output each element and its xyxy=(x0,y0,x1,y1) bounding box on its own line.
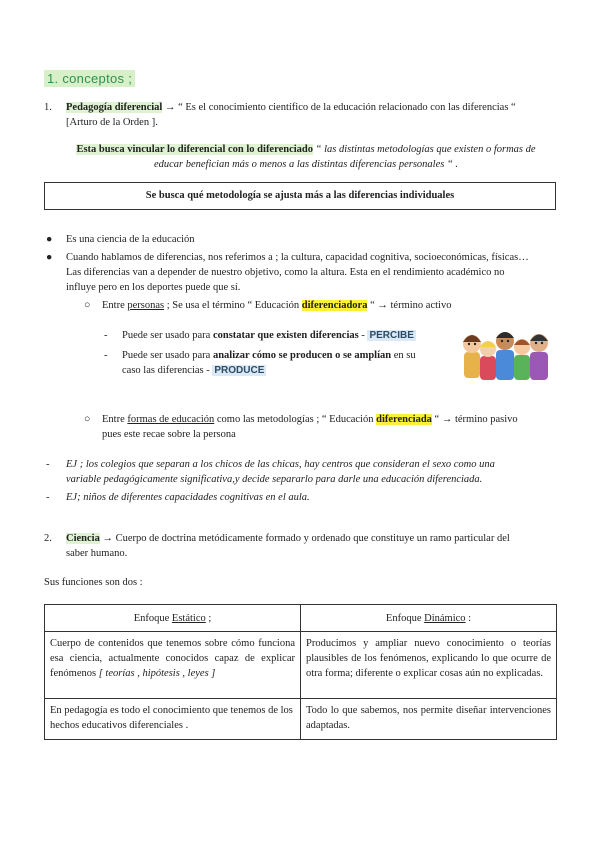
bullet-2-line1: Cuando hablamos de diferencias, nos referimos a ; la cultura, capacidad cognitiva, socioeconómicas, físicas… xyxy=(66,252,529,263)
dash2-bold: analizar cómo se producen o se amplían xyxy=(212,350,392,361)
busca-rest: “ las distintas metodologías que existen o formas de xyxy=(313,144,536,155)
bullet-2 xyxy=(66,250,560,295)
example-1-line1: EJ ; los colegios que separan a los chicos de las chicas, hay centros que consideran el sexo como una xyxy=(66,459,495,470)
summary-box: Se busca qué metodología se ajusta más a las diferencias individuales xyxy=(44,182,556,210)
item1-author: [Arturo de la Orden ]. xyxy=(66,117,158,128)
busca-paragraph xyxy=(56,142,556,172)
h2-post: : xyxy=(465,612,472,624)
dash-1: - xyxy=(104,330,108,341)
header-dinamico xyxy=(301,605,557,632)
h1-underlined: Estático xyxy=(171,612,206,624)
example-1-line2: variable pedagógicamente significativa,y decide separarlo para darle una educación diferenciada. xyxy=(66,474,483,485)
busca-highlight: Esta busca vincular lo diferencial con lo diferenciado xyxy=(76,144,313,155)
dash2-line xyxy=(122,348,452,378)
cell-r2c2: Todo lo que sabemos, nos permite diseñar intervenciones adaptadas. xyxy=(301,699,557,740)
item1-text: → “ Es el conocimiento científico de la educación relacionado con las diferencias “ xyxy=(162,102,516,113)
personas-word: personas xyxy=(127,300,165,311)
cell-r2c1: En pedagogía es todo el conocimiento que tenemos de los hechos educativos diferenciales . xyxy=(45,699,301,740)
dash-2: - xyxy=(104,350,108,361)
example-2: EJ; niños de diferentes capacidades cognitivas en el aula. xyxy=(66,492,310,503)
busca-line2: educar benefician más o menos a las distintas diferencias personales “ . xyxy=(153,159,459,170)
section-heading: 1. conceptos ; xyxy=(44,70,135,87)
bullet-2-line3: influye pero en los deportes puede que sí. xyxy=(66,282,241,293)
functions-table xyxy=(44,604,557,740)
bullet-dot-1: ● xyxy=(46,234,53,245)
cell-r1c1 xyxy=(45,632,301,699)
bullet-dot-2: ● xyxy=(46,252,53,263)
item2-line2: saber humano. xyxy=(66,548,128,559)
r1c1-text: Cuerpo de contenidos que tenemos sobre cómo funciona esa ciencia, actualmente conocidos capaz de explicar fenómenos xyxy=(50,638,295,679)
circle-bullet-2: ○ xyxy=(84,414,91,425)
item1-definition xyxy=(66,100,560,130)
h1-post: ; xyxy=(205,612,212,624)
dash2-pre: Puede ser usado para xyxy=(122,350,213,361)
h2-pre: Enfoque xyxy=(385,612,425,624)
produce-tag: PRODUCE xyxy=(214,365,265,376)
dash1-bold: constatar que existen diferencias xyxy=(212,330,359,341)
formas-line2: pues este recae sobre la persona xyxy=(102,429,236,440)
child-figures xyxy=(463,332,548,380)
bullet-2-line2: Las diferencias van a depender de nuestro objetivo, como la altura. Esta en el rendimiento académico no xyxy=(66,267,505,278)
personas-mid: ; Se usa el término “ Educación xyxy=(164,300,302,311)
personas-line xyxy=(102,298,451,313)
table-row xyxy=(45,632,557,699)
item2-number: 2. xyxy=(44,533,52,544)
dash2-line2: caso las diferencias - xyxy=(122,365,213,376)
formas-mid: como las metodologías ; “ Educación xyxy=(214,414,377,425)
personas-highlight: diferenciadora xyxy=(301,300,368,311)
table-header-row xyxy=(45,605,557,632)
personas-post: “ → término activo xyxy=(367,300,452,311)
item2-definition xyxy=(66,531,560,561)
formas-post: “ → término pasivo xyxy=(431,414,518,425)
dash2-post: en su xyxy=(391,350,416,361)
example-dash-2: - xyxy=(46,492,50,503)
formas-line xyxy=(102,412,560,442)
term-pedagogia: Pedagogía diferencial xyxy=(66,102,163,113)
formas-highlight: diferenciada xyxy=(376,414,432,425)
functions-intro: Sus funciones son dos : xyxy=(44,577,143,588)
dash1-line xyxy=(122,328,416,343)
item2-line1: → Cuerpo de doctrina metódicamente formado y ordenado que constituye un ramo particular del xyxy=(99,533,510,544)
header-estatico xyxy=(45,605,301,632)
h1-pre: Enfoque xyxy=(133,612,172,624)
percibe-tag: PERCIBE xyxy=(369,330,414,341)
cell-r1c2: Producimos y ampliar nuevo conocimiento o teorías plausibles de los fenómenos, explicando lo que ocurre de otra forma; diferente o explicar cosas aún no explicadas. xyxy=(301,632,557,699)
personas-pre: Entre xyxy=(102,300,128,311)
example-dash-1: - xyxy=(46,459,50,470)
formas-word: formas de educación xyxy=(127,414,215,425)
term-ciencia: Ciencia xyxy=(66,533,100,544)
children-illustration xyxy=(462,322,554,384)
bullet-1: Es una ciencia de la educación xyxy=(66,234,195,245)
h2-underlined: Dinámico xyxy=(424,612,466,624)
dash1-pre: Puede ser usado para xyxy=(122,330,213,341)
table-row xyxy=(45,699,557,740)
r1c1-italic: [ teorías , hipótesis , leyes ] xyxy=(98,668,216,679)
dash1-sep: - xyxy=(358,330,368,341)
item1-number: 1. xyxy=(44,102,52,113)
example-1 xyxy=(66,457,560,487)
circle-bullet-1: ○ xyxy=(84,300,91,311)
formas-pre: Entre xyxy=(102,414,128,425)
